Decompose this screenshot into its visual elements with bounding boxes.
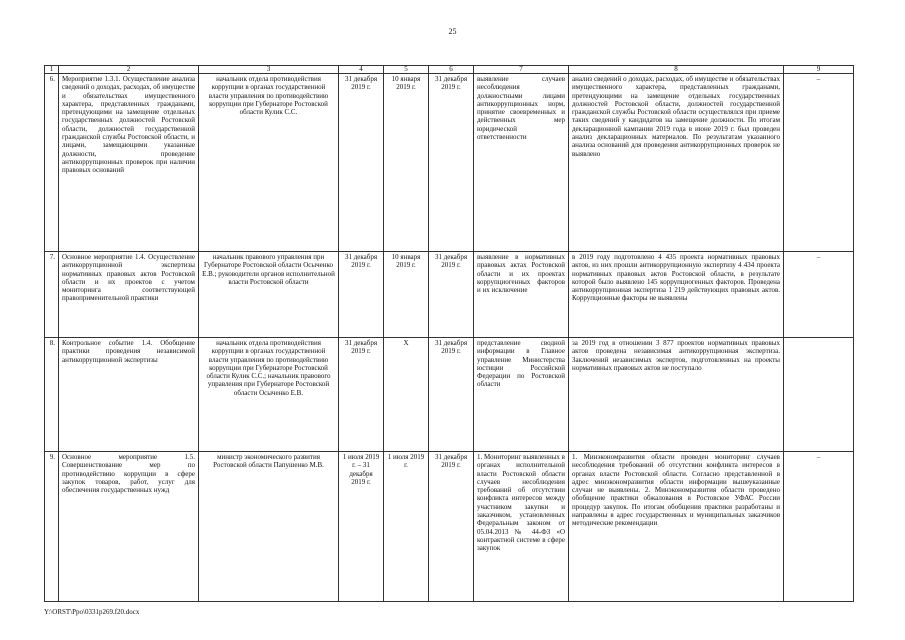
end-date: 31 декабря 2019 г. xyxy=(429,252,474,338)
note: – xyxy=(784,252,854,338)
column-header: 3 xyxy=(199,66,339,74)
column-header: 6 xyxy=(429,66,474,74)
row-number: 6. xyxy=(45,74,59,252)
plan-date: 31 декабря 2019 г. xyxy=(339,74,384,252)
file-path-footer: Y:\ORST\Ppo\0331p269.f20.docx xyxy=(44,608,140,616)
table-header-row xyxy=(45,66,854,74)
start-date: 10 января 2019 г. xyxy=(384,74,429,252)
row-number: 9. xyxy=(45,452,59,602)
expected-result: представление сводной информации в Главное управление Министерства юстиции Российской Федерации по Ростовской области xyxy=(474,338,569,452)
column-header: 9 xyxy=(784,66,854,74)
event-name: Контрольное событие 1.4. Обобщение практики проведения независимой антикоррупционной экспертизы xyxy=(59,338,199,452)
start-date: 10 января 2019 г. xyxy=(384,252,429,338)
event-name: Мероприятие 1.3.1. Осуществление анализа сведений о доходах, расходах, об имуществе и обязательствах имущественного характера, представленных гражданами, претендующими на замещение отдельных государственных должностей Ростовской области, должностей государственной гражданской службы Ростовской области, и лицами, замещающими указанные должности, проведение антикоррупционных проверок при наличии правовых оснований xyxy=(59,74,199,252)
table-row xyxy=(45,338,854,452)
start-date: 1 июля 2019 г. xyxy=(384,452,429,602)
expected-result: выявление случаев несоблюдения должностными лицами антикоррупционных норм, принятие своевременных и действенных мер юридической ответственности xyxy=(474,74,569,252)
expected-result: выявление в нормативных правовых актах Ростовской области и их проектах коррупциогенных факторов и их исключение xyxy=(474,252,569,338)
actual-result: за 2019 год в отношении 3 877 проектов нормативных правовых актов проведена независимая антикоррупционная экспертиза. Заключений независимых экспертов, подготовленных на проекты нормативных правовых актов не поступало xyxy=(569,338,784,452)
row-number: 7. xyxy=(45,252,59,338)
column-header: 4 xyxy=(339,66,384,74)
row-number: 8. xyxy=(45,338,59,452)
responsible-person: министр экономического развития Ростовской области Папушенко М.В. xyxy=(199,452,339,602)
table-row xyxy=(45,452,854,602)
end-date: 31 декабря 2019 г. xyxy=(429,452,474,602)
start-date: Х xyxy=(384,338,429,452)
actual-result: анализ сведений о доходах, расходах, об имуществе и обязательствах имущественного характера, представленных гражданами, претендующими на замещение отдельных государственных должностей Ростовской области, должностей государственной гражданской службы Ростовской области осуществлялся при приеме таких сведений у кандидатов на замещение должности. По итогам декларационной кампании 2019 года в июне 2019 г. был проведен анализ декларационных материалов. По результатам указанного анализа оснований для проведения антикоррупционных проверок не выявлено xyxy=(569,74,784,252)
actual-result: в 2019 году подготовлено 4 435 проекта нормативных правовых актов, из них прошли антикоррупционную экспертизу 4 434 проекта нормативных правовых актов Ростовской области, в результате которой было выявлено 145 коррупциогенных факторов. Проведена антикоррупционная экспертиза 1 219 действующих правовых актов. Коррупционные факторы не выявлены xyxy=(569,252,784,338)
note: – xyxy=(784,452,854,602)
report-table xyxy=(44,65,854,602)
column-header: 2 xyxy=(59,66,199,74)
table-row xyxy=(45,74,854,252)
end-date: 31 декабря 2019 г. xyxy=(429,74,474,252)
responsible-person: начальник отдела противодействия коррупции в органах государственной власти управления по противодействию коррупции при Губернаторе Ростовской области Кулик С.С. xyxy=(199,74,339,252)
expected-result: 1. Мониторинг выявленных в органах исполнительной власти Ростовской области случаев несоблюдения требований об отсутствии конфликта интересов между участником закупки и заказчиком, установленных Федеральным законом от 05.04.2013 № 44-ФЗ «О контрактной системе в сфере закупок xyxy=(474,452,569,602)
column-header: 5 xyxy=(384,66,429,74)
note xyxy=(784,338,854,452)
actual-result: 1. Минэкономразвития области проведен мониторинг случаев несоблюдения требований об отсутствии конфликта интересов в органах власти Ростовской области. Согласно представленной в адрес минэкономразвития области информации вышеуказанные случаи не выявлены. 2. Минэкономразвития области проведено обобщение практики обжалования в Ростовское УФАС России процедур закупок. По итогам обобщения практики разработаны и направлены в адрес государственных и муниципальных заказчиков методические рекомендации xyxy=(569,452,784,602)
column-header: 7 xyxy=(474,66,569,74)
table-row xyxy=(45,252,854,338)
column-header: 1 xyxy=(45,66,59,74)
responsible-person: начальник правового управления при Губернаторе Ростовской области Осыченко Е.В.; руководители органов исполнительной власти Ростовской области xyxy=(199,252,339,338)
event-name: Основное мероприятие 1.4. Осуществление антикоррупционной экспертизы нормативных правовых актов Ростовской области и их проектов с учетом мониторинга соответствующей правоприменительной практики xyxy=(59,252,199,338)
note: – xyxy=(784,74,854,252)
plan-date: 31 декабря 2019 г. xyxy=(339,252,384,338)
plan-date: 31 декабря 2019 г. xyxy=(339,338,384,452)
plan-date: 1 июля 2019 г. – 31 декабря 2019 г. xyxy=(339,452,384,602)
responsible-person: начальник отдела противодействия коррупции в органах государственной власти управления по противодействию коррупции при Губернаторе Ростовской области Кулик С.С.; начальник правового управления при Губернаторе Ростовской области Осыченко Е.В. xyxy=(199,338,339,452)
page-number: 25 xyxy=(448,27,457,36)
event-name: Основное мероприятие 1.5. Совершенствование мер по противодействию коррупции в сфере закупок товаров, работ, услуг для обеспечения государственных нужд xyxy=(59,452,199,602)
end-date: 31 декабря 2019 г. xyxy=(429,338,474,452)
column-header: 8 xyxy=(569,66,784,74)
